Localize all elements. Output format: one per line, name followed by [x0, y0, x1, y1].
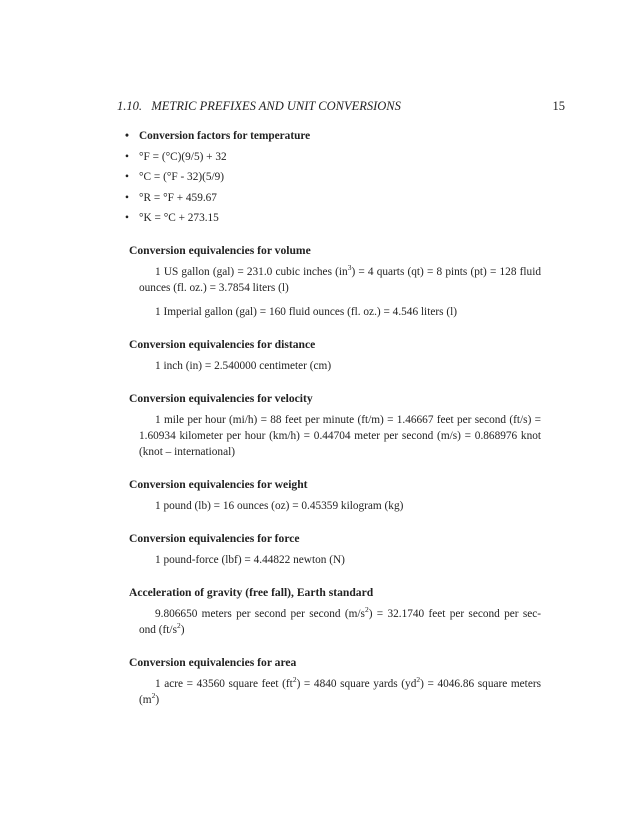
superscript: 3 — [347, 263, 352, 273]
text-run: ) = 4840 square yards (yd — [296, 678, 417, 690]
superscript: 2 — [416, 675, 421, 685]
weight-pound: 1 pound (lb) = 16 ounces (oz) = 0.45359 kilogram (kg) — [155, 500, 404, 512]
section-title: METRIC PREFIXES AND UNIT CONVERSIONS — [151, 99, 401, 113]
list-item — [125, 210, 541, 226]
volume-imperial-gallon: 1 Imperial gallon (gal) = 160 fluid ounces (fl. oz.) = 4.546 liters (l) — [155, 306, 457, 318]
page-number: 15 — [552, 99, 565, 113]
temperature-heading: Conversion factors for temperature — [139, 130, 311, 142]
gravity-value — [139, 606, 541, 638]
force-heading: Conversion equivalencies for force — [129, 532, 300, 545]
text-run: 9.806650 meters per second per second (m/s — [155, 608, 365, 620]
text-run: 1 acre = 43560 square feet (ft — [155, 678, 293, 690]
text-run: ) = 4 quarts (qt) = 8 pints (pt) = 128 fluid ounces (fl. oz.) = 3.7854 liters (l) — [139, 266, 541, 294]
temperature-formula: °F = (°C)(9/5) + 32 — [139, 150, 227, 163]
distance-inch: 1 inch (in) = 2.540000 centimeter (cm) — [155, 360, 332, 372]
superscript: 2 — [364, 605, 369, 615]
temperature-formula: °K = °C + 273.15 — [139, 212, 219, 224]
distance-heading: Conversion equivalencies for distance — [129, 338, 316, 351]
bullet-icon: • — [125, 191, 129, 204]
text-run: ) — [155, 694, 160, 706]
temperature-formula: °R = °F + 459.67 — [139, 191, 217, 204]
superscript: 2 — [176, 621, 181, 631]
bullet-icon: • — [125, 130, 129, 142]
page-body — [125, 128, 541, 716]
volume-us-gallon — [139, 264, 541, 296]
section-number: 1.10. — [117, 99, 142, 113]
gravity-heading: Acceleration of gravity (free fall), Earth standard — [129, 586, 374, 599]
running-header — [117, 99, 565, 114]
bullet-icon: • — [125, 212, 129, 224]
list-item — [125, 169, 541, 185]
list-item — [125, 149, 541, 165]
velocity-heading: Conversion equivalencies for velocity — [129, 392, 313, 405]
text-run: ) = 4046.86 square meters (m — [139, 678, 541, 706]
temperature-formula: °C = (°F - 32)(5/9) — [139, 171, 225, 183]
bullet-icon: • — [125, 171, 129, 183]
temperature-list — [125, 128, 541, 226]
area-acre — [139, 676, 541, 708]
force-pound-force: 1 pound-force (lbf) = 4.44822 newton (N) — [155, 554, 345, 566]
weight-heading: Conversion equivalencies for weight — [129, 478, 308, 491]
volume-heading: Conversion equivalencies for volume — [129, 244, 311, 257]
superscript: 2 — [151, 691, 156, 701]
text-run: ) = 32.1740 feet per second per sec- ond (ft/s — [139, 608, 542, 636]
list-item — [125, 128, 541, 144]
text-run: 1 US gallon (gal) = 231.0 cubic inches (in — [155, 266, 348, 278]
superscript: 2 — [292, 675, 297, 685]
list-item — [125, 190, 541, 206]
text-run: ) — [180, 624, 185, 636]
bullet-icon: • — [125, 150, 129, 163]
velocity-mile-per-hour: 1 mile per hour (mi/h) = 88 feet per minute (ft/m) = 1.46667 feet per second (ft/s) = 1.60934 kilometer per hour (km/h) = 0.44704 meter per second (m/s) = 0.868976 knot (knot – international) — [139, 414, 541, 458]
area-heading: Conversion equivalencies for area — [129, 656, 297, 669]
